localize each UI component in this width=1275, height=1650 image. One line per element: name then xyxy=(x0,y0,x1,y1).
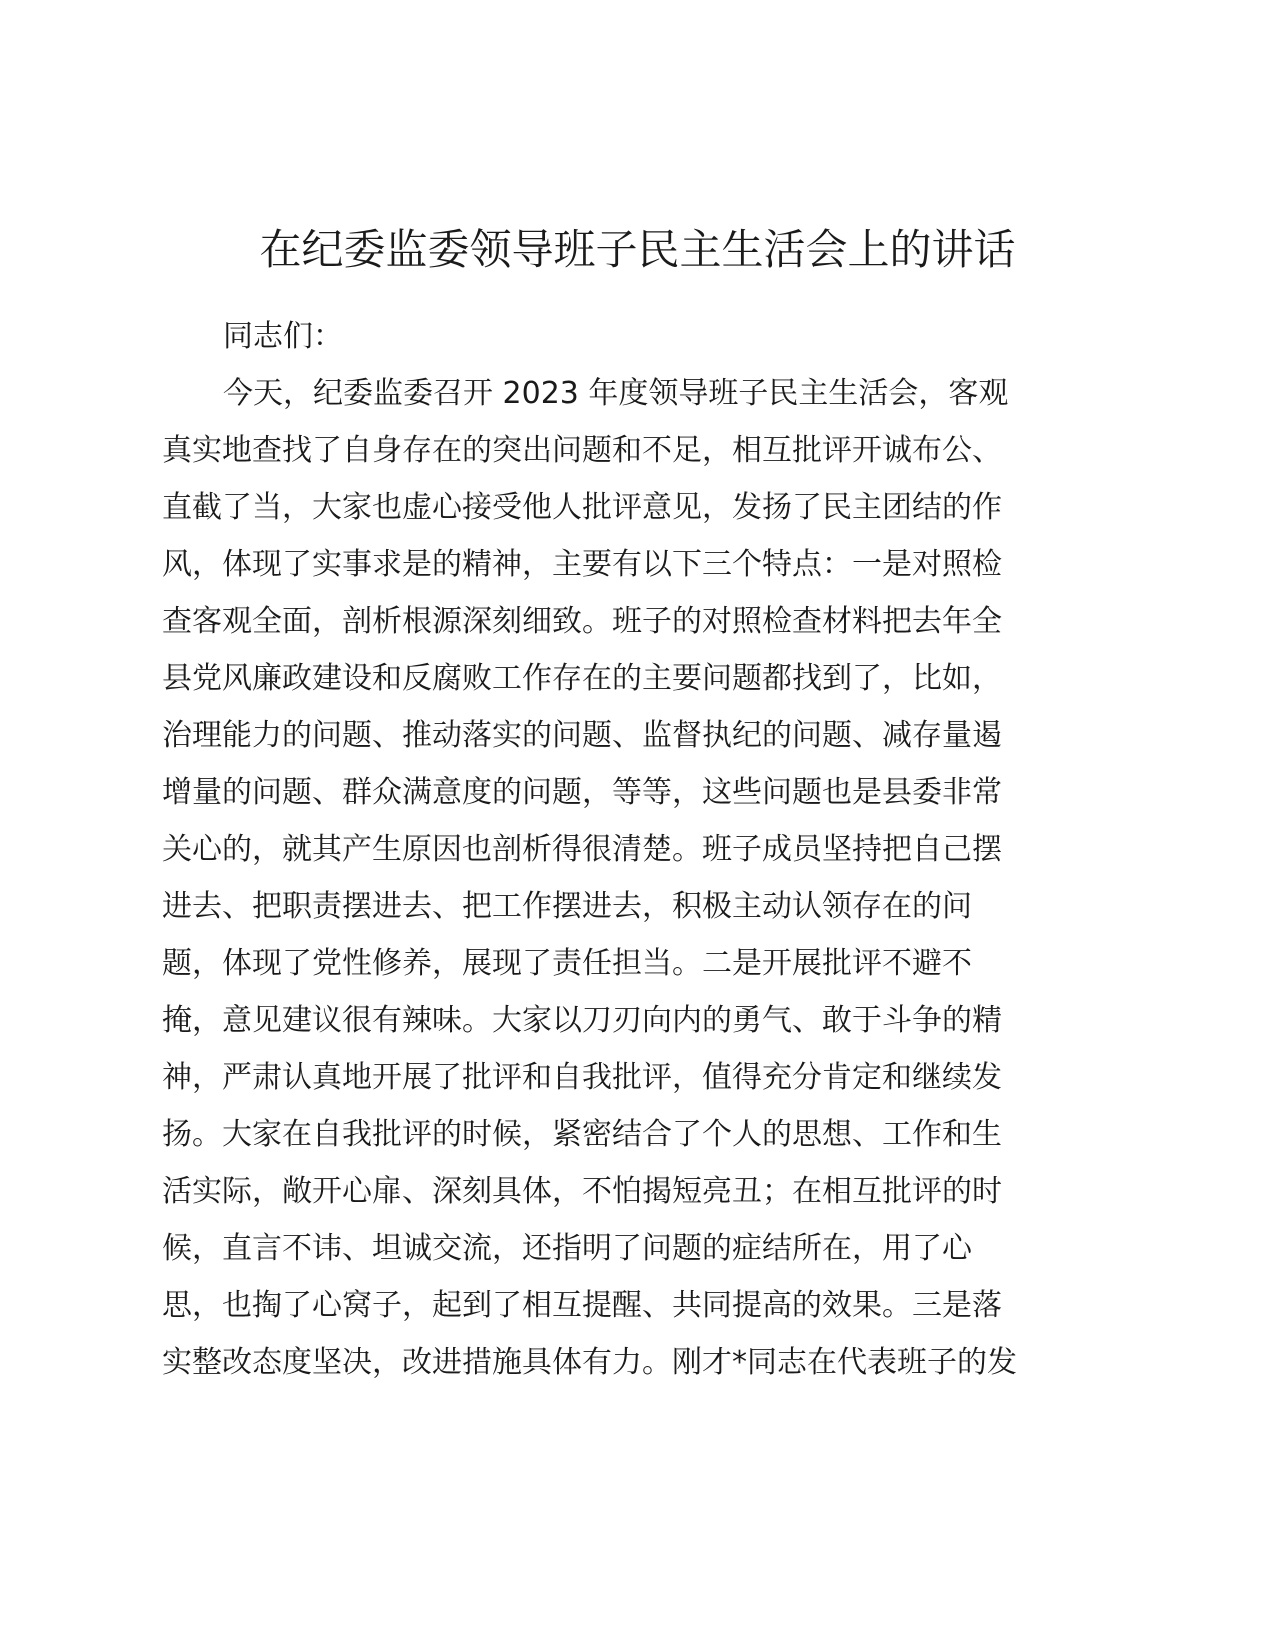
paragraph-line: 扬。大家在自我批评的时候，紧密结合了个人的思想、工作和生 xyxy=(162,1117,1002,1152)
paragraph-line: 今天，纪委监委召开 2023 年度领导班子民主生活会，客观 xyxy=(223,376,1009,411)
paragraph-line: 增量的问题、群众满意度的问题，等等，这些问题也是县委非常 xyxy=(162,775,1002,810)
document-body xyxy=(162,308,1092,1391)
paragraph-line: 进去、把职责摆进去、把工作摆进去，积极主动认领存在的问 xyxy=(162,889,972,924)
paragraph-line: 候，直言不讳、坦诚交流，还指明了问题的症结所在，用了心 xyxy=(162,1231,972,1266)
paragraph-line: 思，也掏了心窝子，起到了相互提醒、共同提高的效果。三是落 xyxy=(162,1288,1002,1323)
paragraph-line: 治理能力的问题、推动落实的问题、监督执纪的问题、减存量遏 xyxy=(162,718,1002,753)
paragraph-line: 掩，意见建议很有辣味。大家以刀刃向内的勇气、敢于斗争的精 xyxy=(162,1003,1002,1038)
paragraph-line: 真实地查找了自身存在的突出问题和不足，相互批评开诚布公、 xyxy=(162,433,1002,468)
paragraph-line: 风，体现了实事求是的精神，主要有以下三个特点：一是对照检 xyxy=(162,547,1002,582)
paragraph-line: 实整改态度坚决，改进措施具体有力。刚才*同志在代表班子的发 xyxy=(162,1345,1017,1380)
paragraph-line: 题，体现了党性修养，展现了责任担当。二是开展批评不避不 xyxy=(162,946,972,981)
paragraph-line: 神，严肃认真地开展了批评和自我批评，值得充分肯定和继续发 xyxy=(162,1060,1002,1095)
paragraph-line: 关心的，就其产生原因也剖析得很清楚。班子成员坚持把自己摆 xyxy=(162,832,1002,867)
salutation: 同志们： xyxy=(223,319,343,354)
paragraph-line: 直截了当，大家也虚心接受他人批评意见，发扬了民主团结的作 xyxy=(162,490,1002,525)
paragraph-line: 活实际，敞开心扉、深刻具体，不怕揭短亮丑；在相互批评的时 xyxy=(162,1174,1002,1209)
paragraph-line: 县党风廉政建设和反腐败工作存在的主要问题都找到了，比如， xyxy=(162,661,1002,696)
document-title: 在纪委监委领导班子民主生活会上的讲话 xyxy=(259,225,1016,274)
paragraph-line: 查客观全面，剖析根源深刻细致。班子的对照检查材料把去年全 xyxy=(162,604,1002,639)
